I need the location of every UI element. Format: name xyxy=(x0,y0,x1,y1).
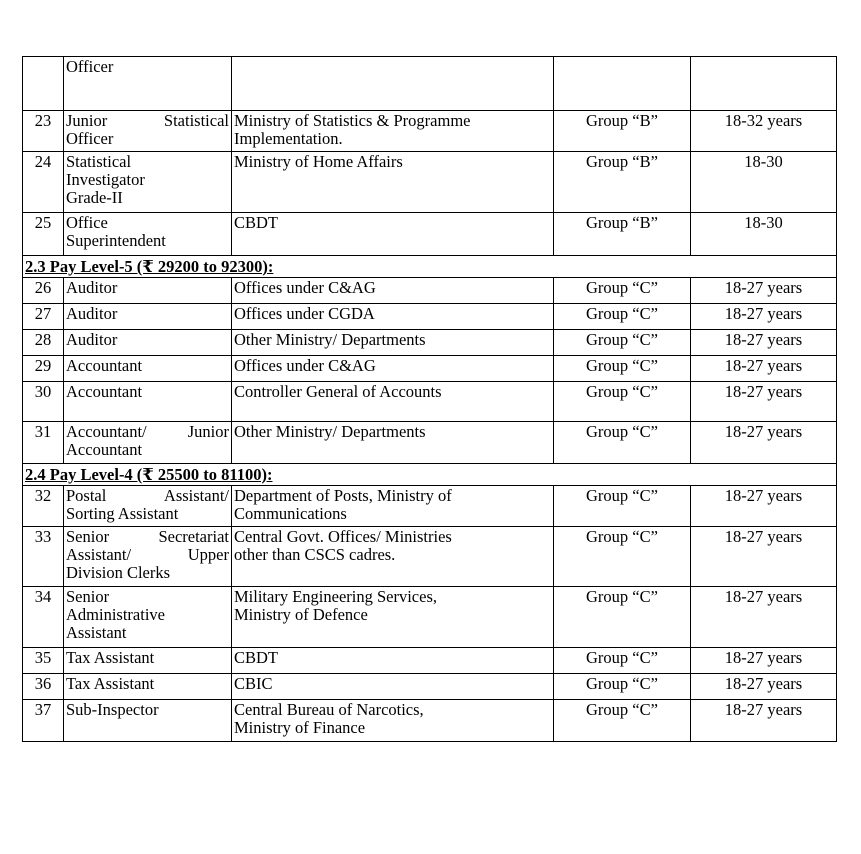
serial-number-cell: 30 xyxy=(23,382,64,422)
post-name-cell xyxy=(64,587,232,648)
post-name-line: Senior Secretariat xyxy=(66,527,229,546)
department-line: Other Ministry/ Departments xyxy=(234,330,426,349)
post-name-cell xyxy=(64,674,232,700)
table-row xyxy=(23,486,837,527)
department-line: Ministry of Defence xyxy=(234,605,368,624)
post-name-line: Tax Assistant xyxy=(66,674,155,693)
department-line: Ministry of Finance xyxy=(234,718,366,737)
age-limit-cell: 18-27 years xyxy=(691,674,837,700)
post-name-cell xyxy=(64,57,232,111)
post-name-cell xyxy=(64,278,232,304)
section-heading: 2.4 Pay Level-4 (₹ 25500 to 81100): xyxy=(23,464,837,486)
serial-number-cell: 31 xyxy=(23,422,64,464)
post-name-line: Administrative xyxy=(66,605,165,624)
classification-group-cell: Group “C” xyxy=(554,700,691,742)
classification-group-cell: Group “B” xyxy=(554,152,691,213)
age-limit-cell: 18-27 years xyxy=(691,356,837,382)
post-name-line: Auditor xyxy=(66,330,118,349)
table-row xyxy=(23,422,837,464)
ministry-department-cell xyxy=(232,213,554,256)
department-line: Other Ministry/ Departments xyxy=(234,422,426,441)
serial-number-cell: 33 xyxy=(23,527,64,587)
ministry-department-cell xyxy=(232,674,554,700)
post-name-line: Officer xyxy=(66,129,114,148)
post-name-line: Assistant/ Upper xyxy=(66,545,229,564)
ministry-department-cell xyxy=(232,152,554,213)
department-line: CBDT xyxy=(234,648,279,667)
post-name-line: Office xyxy=(66,213,108,232)
post-name-line: Tax Assistant xyxy=(66,648,155,667)
post-name-line: Sorting Assistant xyxy=(66,504,179,523)
age-limit-cell: 18-27 years xyxy=(691,422,837,464)
post-name-line: Accountant xyxy=(66,382,143,401)
serial-number-cell: 24 xyxy=(23,152,64,213)
section-heading: 2.3 Pay Level-5 (₹ 29200 to 92300): xyxy=(23,256,837,278)
department-line: Offices under C&AG xyxy=(234,356,376,375)
age-limit-cell: 18-27 years xyxy=(691,486,837,527)
post-name-cell xyxy=(64,330,232,356)
serial-number-cell: 32 xyxy=(23,486,64,527)
post-name-line: Assistant xyxy=(66,623,127,642)
department-line: Department of Posts, Ministry of xyxy=(234,486,452,505)
classification-group-cell: Group “B” xyxy=(554,111,691,152)
classification-group-cell: Group “C” xyxy=(554,330,691,356)
ministry-department-cell xyxy=(232,527,554,587)
age-limit-cell: 18-27 years xyxy=(691,700,837,742)
post-name-line: Accountant xyxy=(66,440,143,459)
department-line: Communications xyxy=(234,504,347,523)
age-limit-cell: 18-27 years xyxy=(691,648,837,674)
post-name-line: Statistical xyxy=(66,152,132,171)
table-row xyxy=(23,330,837,356)
age-limit-cell: 18-27 years xyxy=(691,382,837,422)
serial-number-cell: 37 xyxy=(23,700,64,742)
post-name-cell xyxy=(64,152,232,213)
post-name-cell xyxy=(64,382,232,422)
table-row xyxy=(23,111,837,152)
table-row xyxy=(23,213,837,256)
serial-number-cell: 28 xyxy=(23,330,64,356)
department-line: CBIC xyxy=(234,674,273,693)
department-line: CBDT xyxy=(234,213,279,232)
age-limit-cell: 18-27 years xyxy=(691,330,837,356)
serial-number-cell xyxy=(23,57,64,111)
table-row xyxy=(23,382,837,422)
post-name-line: Investigator xyxy=(66,170,145,189)
post-name-line: Sub-Inspector xyxy=(66,700,159,719)
ministry-department-cell xyxy=(232,700,554,742)
department-line: Offices under CGDA xyxy=(234,304,375,323)
department-line: Controller General of Accounts xyxy=(234,382,442,401)
serial-number-cell: 27 xyxy=(23,304,64,330)
classification-group-cell: Group “C” xyxy=(554,527,691,587)
table-row xyxy=(23,700,837,742)
age-limit-cell: 18-27 years xyxy=(691,527,837,587)
department-line: Military Engineering Services, xyxy=(234,587,437,606)
ministry-department-cell xyxy=(232,111,554,152)
ministry-department-cell xyxy=(232,422,554,464)
age-limit-cell: 18-30 xyxy=(691,152,837,213)
serial-number-cell: 29 xyxy=(23,356,64,382)
department-line: Implementation. xyxy=(234,129,343,148)
classification-group-cell xyxy=(554,57,691,111)
section-heading-row xyxy=(23,464,837,486)
ministry-department-cell xyxy=(232,330,554,356)
age-limit-cell: 18-27 years xyxy=(691,304,837,330)
age-limit-cell: 18-32 years xyxy=(691,111,837,152)
department-line: Central Govt. Offices/ Ministries xyxy=(234,527,452,546)
ministry-department-cell xyxy=(232,356,554,382)
post-name-line: Accountant xyxy=(66,356,143,375)
ministry-department-cell xyxy=(232,304,554,330)
post-name-cell xyxy=(64,304,232,330)
ministry-department-cell xyxy=(232,278,554,304)
department-line: Offices under C&AG xyxy=(234,278,376,297)
table-row xyxy=(23,304,837,330)
classification-group-cell: Group “C” xyxy=(554,648,691,674)
department-line: Ministry of Statistics & Programme xyxy=(234,111,471,130)
classification-group-cell: Group “B” xyxy=(554,213,691,256)
age-limit-cell: 18-30 xyxy=(691,213,837,256)
department-line: other than CSCS cadres. xyxy=(234,545,396,564)
post-name-cell xyxy=(64,213,232,256)
post-name-line: Accountant/ Junior xyxy=(66,422,229,441)
classification-group-cell: Group “C” xyxy=(554,278,691,304)
table-row xyxy=(23,57,837,111)
post-name-cell xyxy=(64,422,232,464)
section-heading-row xyxy=(23,256,837,278)
post-name-cell xyxy=(64,486,232,527)
ministry-department-cell xyxy=(232,587,554,648)
classification-group-cell: Group “C” xyxy=(554,422,691,464)
ministry-department-cell xyxy=(232,382,554,422)
post-name-line: Officer xyxy=(66,57,114,76)
post-name-cell xyxy=(64,648,232,674)
age-limit-cell: 18-27 years xyxy=(691,587,837,648)
serial-number-cell: 34 xyxy=(23,587,64,648)
post-name-cell xyxy=(64,700,232,742)
ministry-department-cell xyxy=(232,486,554,527)
post-name-cell xyxy=(64,527,232,587)
serial-number-cell: 23 xyxy=(23,111,64,152)
serial-number-cell: 25 xyxy=(23,213,64,256)
serial-number-cell: 36 xyxy=(23,674,64,700)
table-row xyxy=(23,674,837,700)
post-name-line: Grade-II xyxy=(66,188,123,207)
classification-group-cell: Group “C” xyxy=(554,304,691,330)
age-limit-cell xyxy=(691,57,837,111)
post-name-line: Senior xyxy=(66,587,110,606)
age-limit-cell: 18-27 years xyxy=(691,278,837,304)
table-row xyxy=(23,152,837,213)
post-name-line: Auditor xyxy=(66,304,118,323)
serial-number-cell: 26 xyxy=(23,278,64,304)
table-row xyxy=(23,278,837,304)
posts-table-body xyxy=(23,57,837,742)
ministry-department-cell xyxy=(232,57,554,111)
posts-table xyxy=(22,56,837,742)
classification-group-cell: Group “C” xyxy=(554,486,691,527)
table-row xyxy=(23,648,837,674)
classification-group-cell: Group “C” xyxy=(554,382,691,422)
post-name-cell xyxy=(64,111,232,152)
post-name-line: Junior Statistical xyxy=(66,111,229,130)
department-line: Ministry of Home Affairs xyxy=(234,152,403,171)
classification-group-cell: Group “C” xyxy=(554,587,691,648)
department-line: Central Bureau of Narcotics, xyxy=(234,700,424,719)
table-row xyxy=(23,527,837,587)
serial-number-cell: 35 xyxy=(23,648,64,674)
ministry-department-cell xyxy=(232,648,554,674)
table-row xyxy=(23,356,837,382)
post-name-cell xyxy=(64,356,232,382)
post-name-line: Postal Assistant/ xyxy=(66,486,229,505)
table-row xyxy=(23,587,837,648)
post-name-line: Division Clerks xyxy=(66,563,171,582)
post-name-line: Superintendent xyxy=(66,231,166,250)
post-name-line: Auditor xyxy=(66,278,118,297)
classification-group-cell: Group “C” xyxy=(554,674,691,700)
classification-group-cell: Group “C” xyxy=(554,356,691,382)
